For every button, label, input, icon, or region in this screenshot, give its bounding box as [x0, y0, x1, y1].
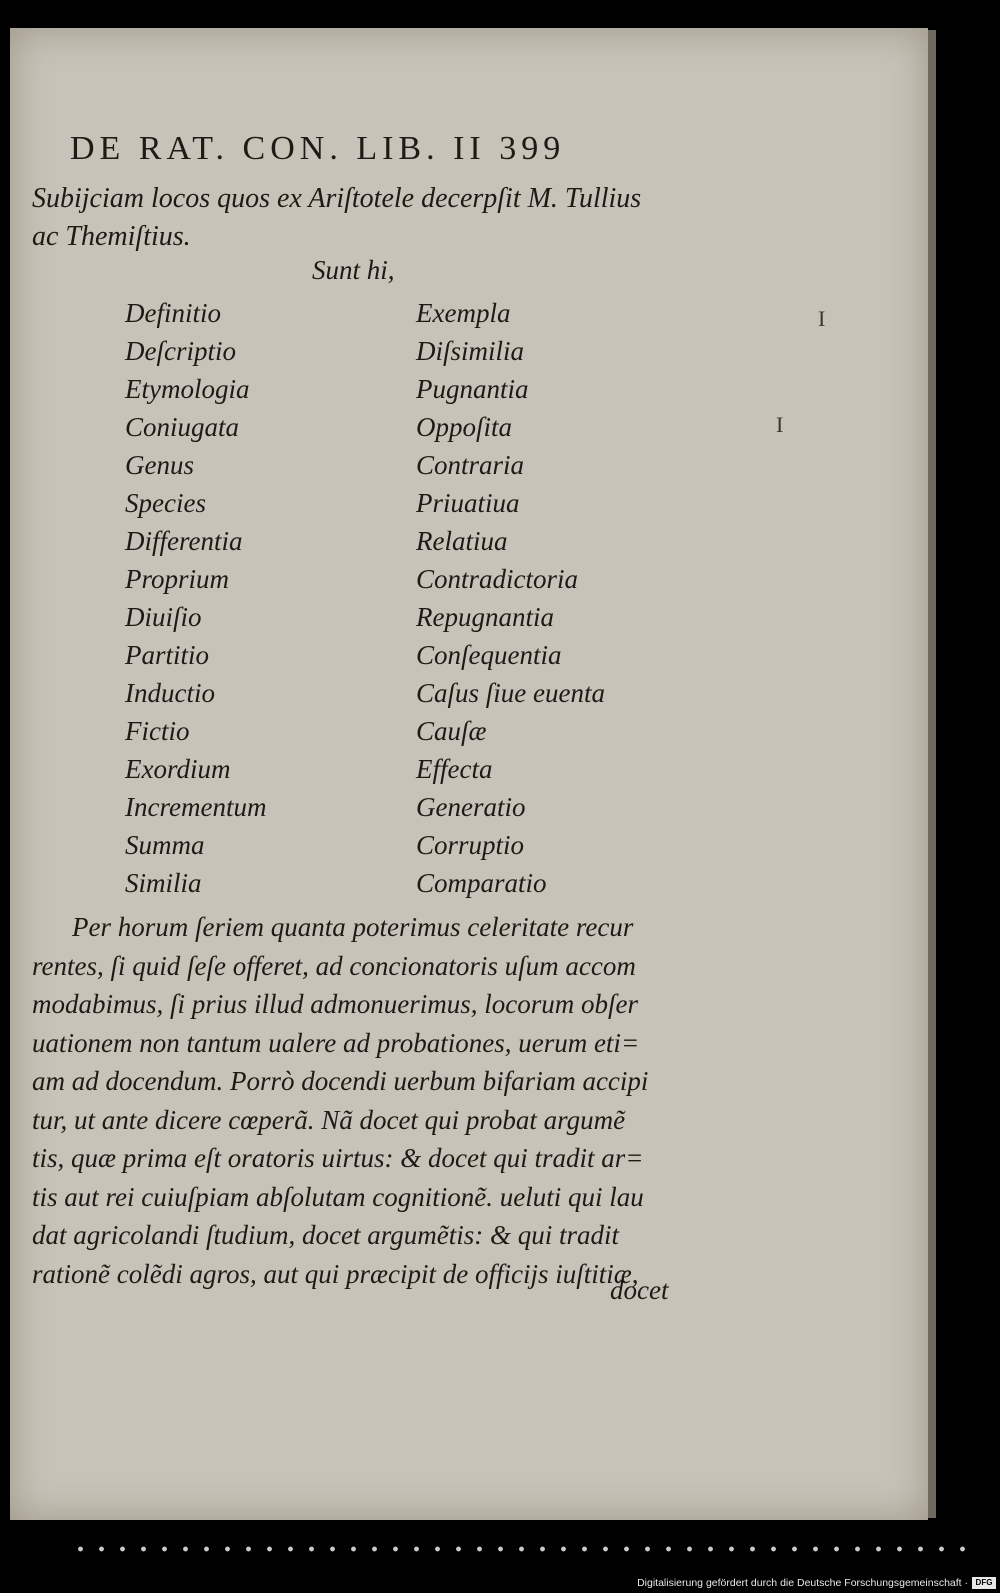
body-line: tis aut rei cuiuſpiam abſolutam cognitionẽ. ueluti qui lau — [32, 1181, 644, 1212]
loci-list-right — [416, 294, 605, 902]
body-line: tis, quæ prima eſt oratoris uirtus: & docet qui tradit ar= — [32, 1143, 644, 1173]
locus-item: Conſequentia — [416, 640, 562, 670]
locus-item: Summa — [125, 830, 205, 860]
locus-item: Generatio — [416, 792, 526, 822]
locus-item: Caſus ſiue euenta — [416, 678, 605, 708]
locus-item: Diuiſio — [125, 602, 202, 632]
locus-item: Oppoſita — [416, 412, 513, 442]
locus-item: Genus — [125, 450, 194, 480]
body-paragraph — [32, 908, 692, 1293]
intro-line: Subijciam locos quos ex Ariſtotele decerpſit M. Tullius — [32, 183, 642, 214]
locus-item: Definitio — [125, 298, 221, 328]
locus-item: Incrementum — [125, 792, 267, 822]
body-line: tur, ut ante dicere cœperã. Nã docet qui probat argumẽ — [32, 1104, 626, 1135]
locus-item: Exempla — [416, 298, 511, 328]
body-line: rentes, ſi quid ſeſe offeret, ad concionatoris uſum accom — [32, 950, 636, 981]
locus-item: Diſsimilia — [416, 336, 525, 366]
sunt-hi-heading: Sunt hi, — [312, 255, 395, 285]
margin-mark: I — [818, 306, 826, 331]
locus-item: Etymologia — [125, 374, 250, 404]
locus-item: Cauſæ — [416, 716, 487, 746]
margin-mark: I — [776, 412, 784, 437]
locus-item: Contraria — [416, 450, 525, 480]
body-line: rationẽ colẽdi agros, aut qui præcipit de officijs iuſtitiæ, — [32, 1258, 639, 1289]
locus-item: Effecta — [416, 754, 493, 784]
footer-credit: Digitalisierung gefördert durch die Deutsche Forschungsgemeinschaft · — [637, 1577, 968, 1589]
locus-item: Pugnantia — [416, 374, 529, 404]
locus-item: Repugnantia — [416, 602, 554, 632]
page-edge — [928, 30, 936, 1518]
catchword: docet — [610, 1275, 669, 1305]
locus-item: Exordium — [125, 754, 231, 784]
locus-item: Inductio — [125, 678, 215, 708]
locus-item: Contradictoria — [416, 564, 579, 594]
locus-item: Corruptio — [416, 830, 525, 860]
locus-item: Proprium — [125, 564, 230, 594]
locus-item: Relatiua — [416, 526, 508, 556]
locus-item: Partitio — [125, 640, 210, 670]
locus-item: Species — [125, 488, 206, 518]
locus-item: Comparatio — [416, 868, 547, 898]
intro-paragraph — [32, 180, 692, 256]
locus-item: Coniugata — [125, 412, 240, 442]
locus-item: Similia — [125, 868, 202, 898]
dfg-logo: DFG — [972, 1577, 996, 1589]
footer-dots — [70, 1545, 970, 1553]
body-line: Per horum ſeriem quanta poterimus celeritate recur — [72, 912, 634, 942]
body-line: dat agricolandi ſtudium, docet argumẽtis: & qui tradit — [32, 1220, 619, 1250]
locus-item: Fictio — [125, 716, 190, 746]
loci-list-left — [125, 294, 266, 902]
locus-item: Deſcriptio — [125, 336, 236, 366]
locus-item: Priuatiua — [416, 488, 520, 518]
body-line: am ad docendum. Porrò docendi uerbum bifariam accipi — [32, 1066, 649, 1096]
body-line: modabimus, ſi prius illud admonuerimus, locorum obſer — [32, 989, 639, 1019]
body-line: uationem non tantum ualere ad probationes, uerum eti= — [32, 1027, 640, 1058]
intro-line: ac Themiſtius. — [32, 221, 191, 252]
locus-item: Differentia — [125, 526, 243, 556]
running-head: DE RAT. CON. LIB. II 399 — [70, 130, 566, 167]
